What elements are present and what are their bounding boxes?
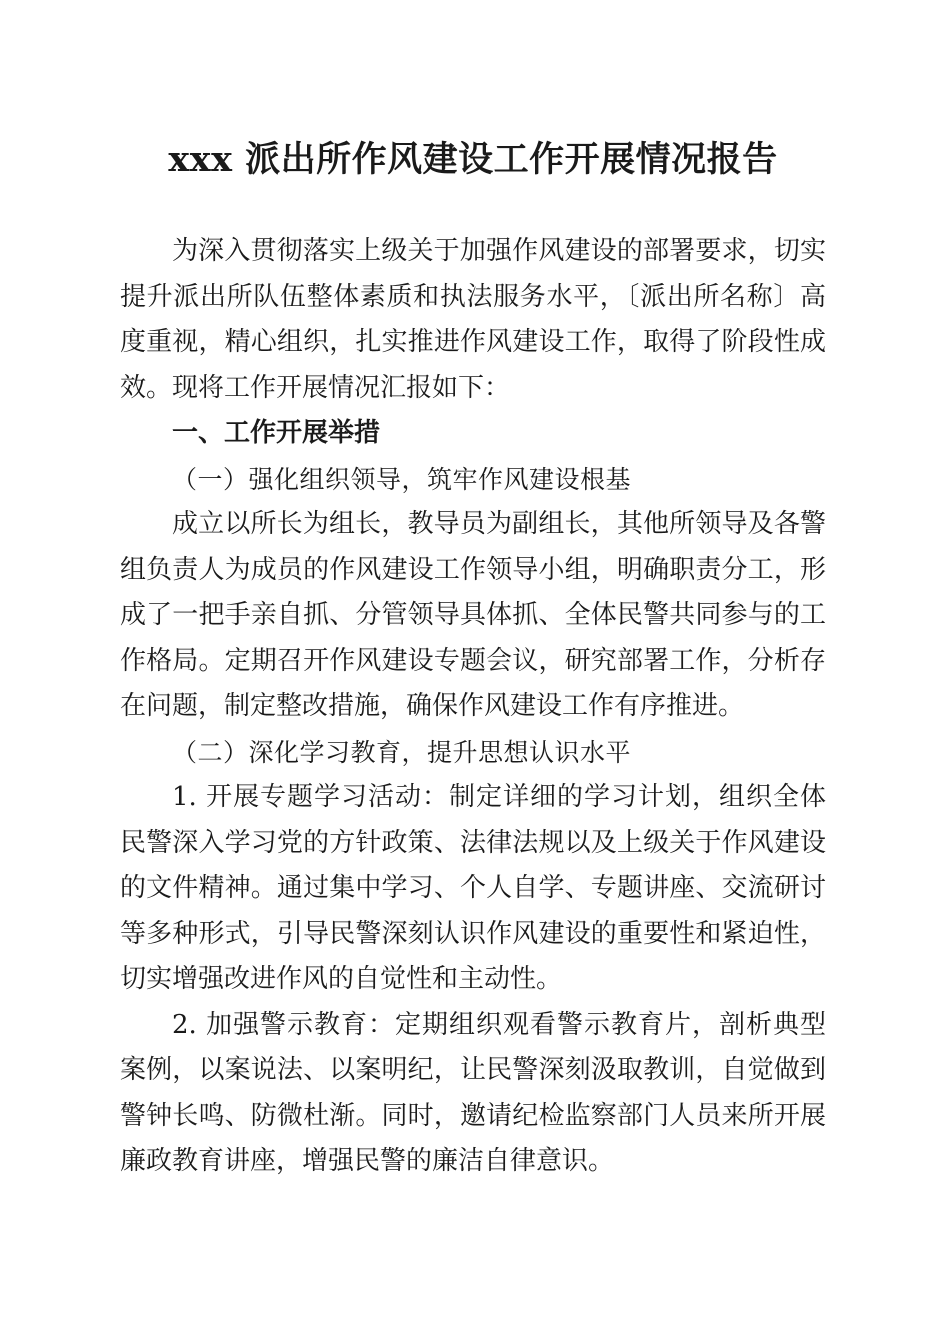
list-item-1: 1. 开展专题学习活动：制定详细的学习计划，组织全体民警深入学习党的方针政策、法律法规以及上级关于作风建设的文件精神。通过集中学习、个人自学、专题讲座、交流研讨等多种形式，引导民警深刻认识作风建设的重要性和紧迫性，切实增强改进作风的自觉性和主动性。	[120, 782, 826, 994]
document-body	[120, 229, 826, 1185]
subsection-heading-1: （一）强化组织领导，筑牢作风建设根基	[172, 464, 632, 494]
list-item-2: 2. 加强警示教育：定期组织观看警示教育片，剖析典型案例，以案说法、以案明纪，让民警深刻汲取教训，自觉做到警钟长鸣、防微杜渐。同时，邀请纪检监察部门人员来所开展廉政教育讲座，增强民警的廉洁自律意识。	[120, 1009, 826, 1176]
subsection-heading-2: （二）深化学习教育，提升思想认识水平	[172, 737, 632, 767]
document-title: xxx 派出所作风建设工作开展情况报告	[168, 139, 778, 180]
subsection-1-paragraph: 成立以所长为组长，教导员为副组长，其他所领导及各警组负责人为成员的作风建设工作领导小组，明确职责分工，形成了一把手亲自抓、分管领导具体抓、全体民警共同参与的工作格局。定期召开作风建设专题会议，研究部署工作，分析存在问题，制定整改措施，确保作风建设工作有序推进。	[120, 509, 826, 721]
intro-paragraph: 为深入贯彻落实上级关于加强作风建设的部署要求，切实提升派出所队伍整体素质和执法服务水平，〔派出所名称〕高度重视，精心组织，扎实推进作风建设工作，取得了阶段性成效。现将工作开展情况汇报如下：	[120, 236, 826, 403]
section-heading-1: 一、工作开展举措	[172, 418, 381, 448]
